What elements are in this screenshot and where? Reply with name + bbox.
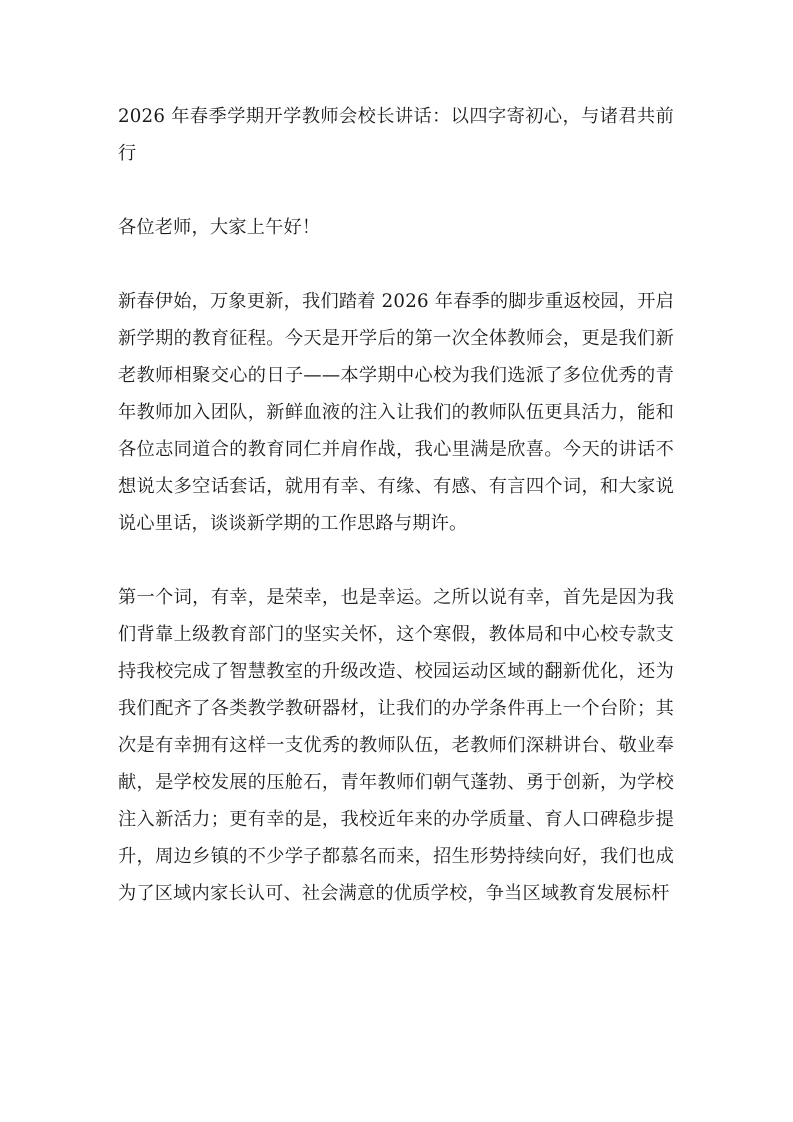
- paragraph-youxing: 第一个词，有幸，是荣幸，也是幸运。之所以说有幸，首先是因为我们背靠上级教育部门的坚实关怀，这个寒假，教体局和中心校专款支持我校完成了智慧教室的升级改造、校园运动区域的翻新优化，还为我们配齐了各类教学教研器材，让我们的办学条件再上一个台阶；其次是有幸拥有这样一支优秀的教师队伍，老教师们深耕讲台、敬业奉献，是学校发展的压舱石，青年教师们朝气蓬勃、勇于创新，为学校注入新活力；更有幸的是，我校近年来的办学质量、育人口碑稳步提升，周边乡镇的不少学子都慕名而来，招生形势持续向好，我们也成为了区域内家长认可、社会满意的优质学校，争当区域教育发展标杆: [118, 587, 674, 904]
- document-page: [118, 98, 674, 949]
- greeting-line: 各位老师，大家上午好！: [118, 217, 321, 238]
- paragraph-intro: 新春伊始，万象更新，我们踏着 2026 年春季的脚步重返校园，开启新学期的教育征程。今天是开学后的第一次全体教师会，更是我们新老教师相聚交心的日子——本学期中心校为我们选派了多位优秀的青年教师加入团队，新鲜血液的注入让我们的教师队伍更具活力，能和各位志同道合的教育同仁并肩作战，我心里满是欣喜。今天的讲话不想说太多空话套话，就用有幸、有缘、有感、有言四个词，和大家说说心里话，谈谈新学期的工作思路与期许。: [118, 291, 674, 534]
- document-title: 2026 年春季学期开学教师会校长讲话：以四字寄初心，与诸君共前行: [118, 106, 674, 164]
